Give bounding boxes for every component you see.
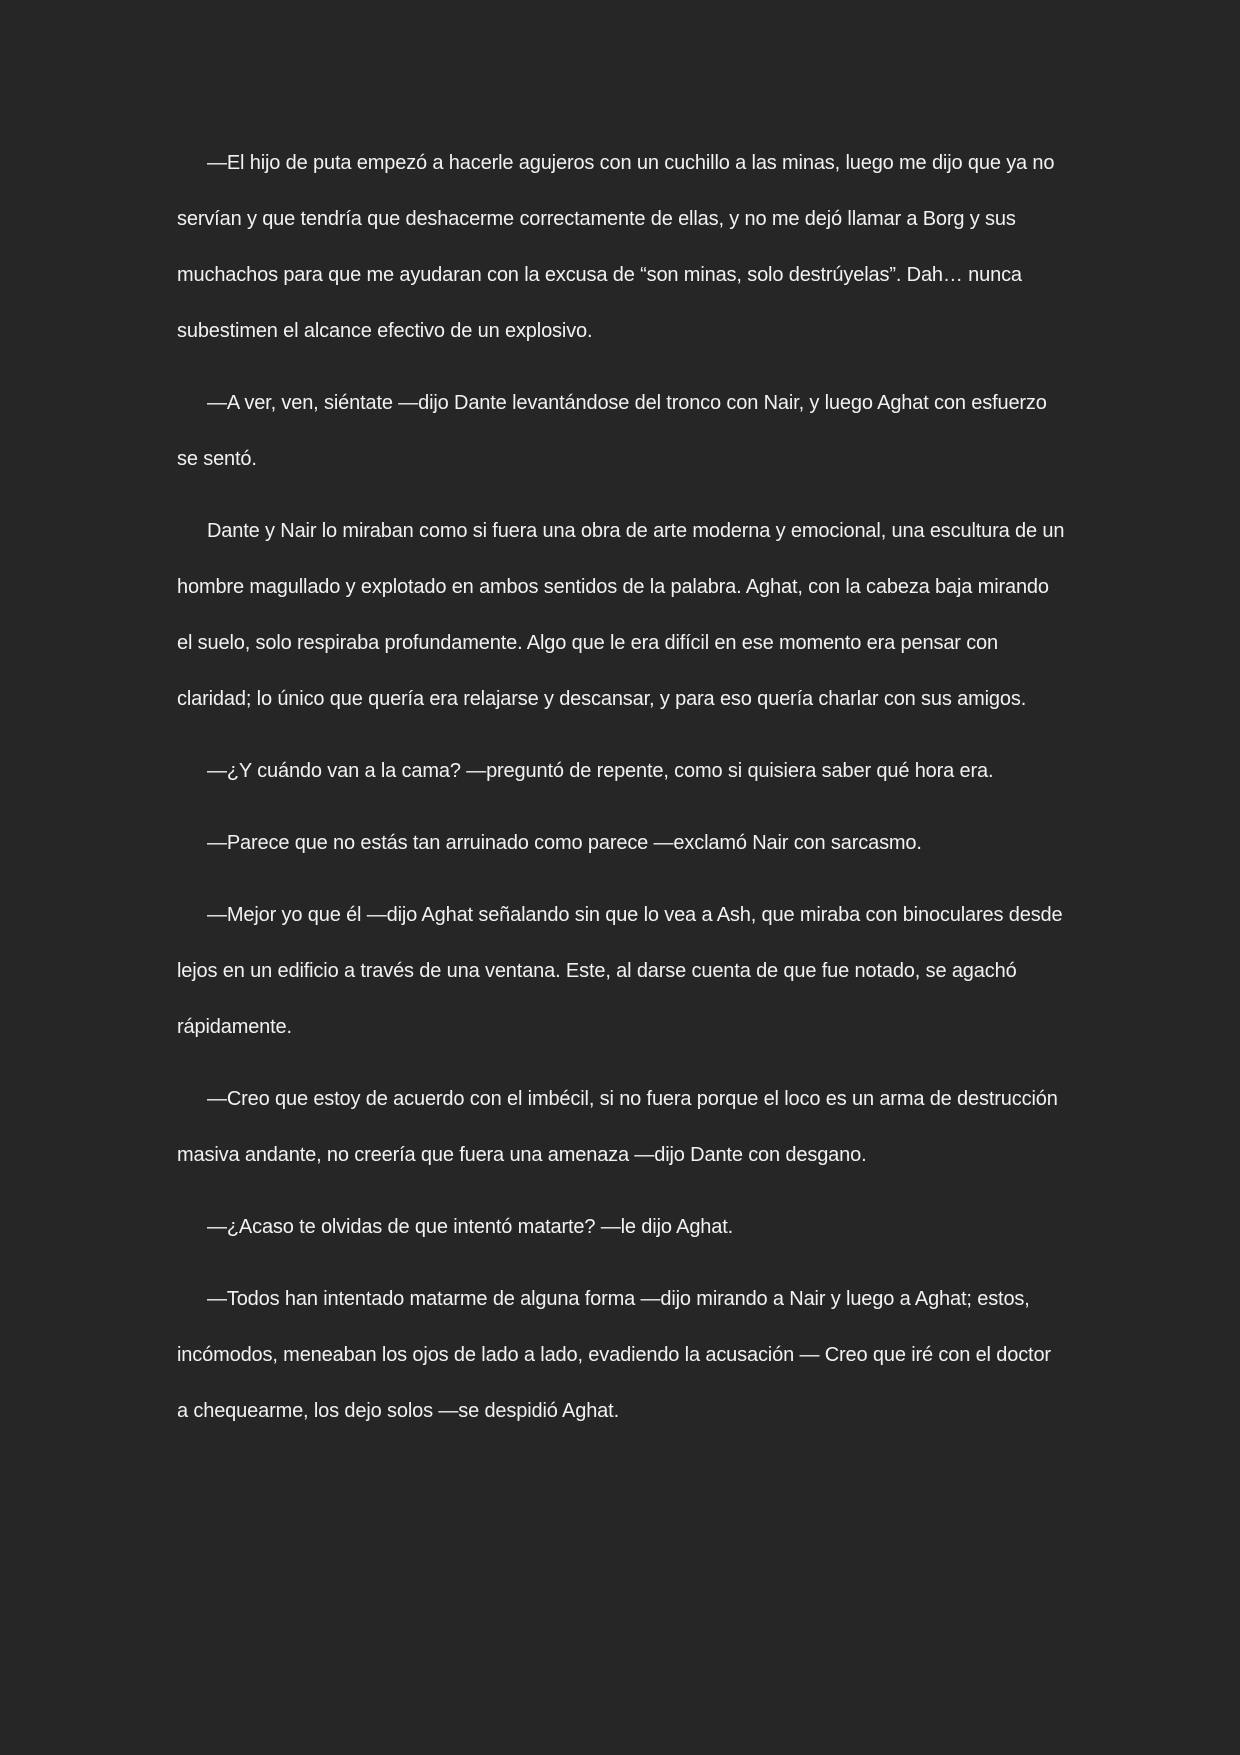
paragraph: Dante y Nair lo miraban como si fuera una obra de arte moderna y emocional, una escultura de un hombre magullado y explotado en ambos sentidos de la palabra. Aghat, con la cabeza baja mirando el suelo, solo respiraba profundamente. Algo que le era difícil en ese momento era pensar con claridad; lo único que quería era relajarse y descansar, y para eso quería charlar con sus amigos. <box>177 520 1065 710</box>
paragraph: —A ver, ven, siéntate —dijo Dante levantándose del tronco con Nair, y luego Aghat con esfuerzo se sentó. <box>177 392 1047 470</box>
paragraph: —¿Y cuándo van a la cama? —preguntó de repente, como si quisiera saber qué hora era. <box>207 760 994 782</box>
paragraph: —Mejor yo que él —dijo Aghat señalando sin que lo vea a Ash, que miraba con binoculares desde lejos en un edificio a través de una ventana. Este, al darse cuenta de que fue notado, se agachó rápidamente. <box>177 904 1063 1038</box>
paragraph: —El hijo de puta empezó a hacerle agujeros con un cuchillo a las minas, luego me dijo que ya no servían y que tendría que deshacerme correctamente de ellas, y no me dejó llamar a Borg y sus muchachos para que me ayudaran con la excusa de “son minas, solo destrúyelas”. Dah… nunca subestimen el alcance efectivo de un explosivo. <box>177 152 1055 342</box>
paragraph: —¿Acaso te olvidas de que intentó matarte? —le dijo Aghat. <box>207 1216 734 1238</box>
paragraph: —Parece que no estás tan arruinado como parece —exclamó Nair con sarcasmo. <box>207 832 922 854</box>
document-body <box>177 135 1067 1455</box>
paragraph: —Todos han intentado matarme de alguna forma —dijo mirando a Nair y luego a Aghat; estos, incómodos, meneaban los ojos de lado a lado, evadiendo la acusación — Creo que iré con el doctor a chequearme, los dejo solos —se despidió Aghat. <box>177 1288 1051 1422</box>
paragraph: —Creo que estoy de acuerdo con el imbécil, si no fuera porque el loco es un arma de destrucción masiva andante, no creería que fuera una amenaza —dijo Dante con desgano. <box>177 1088 1058 1166</box>
